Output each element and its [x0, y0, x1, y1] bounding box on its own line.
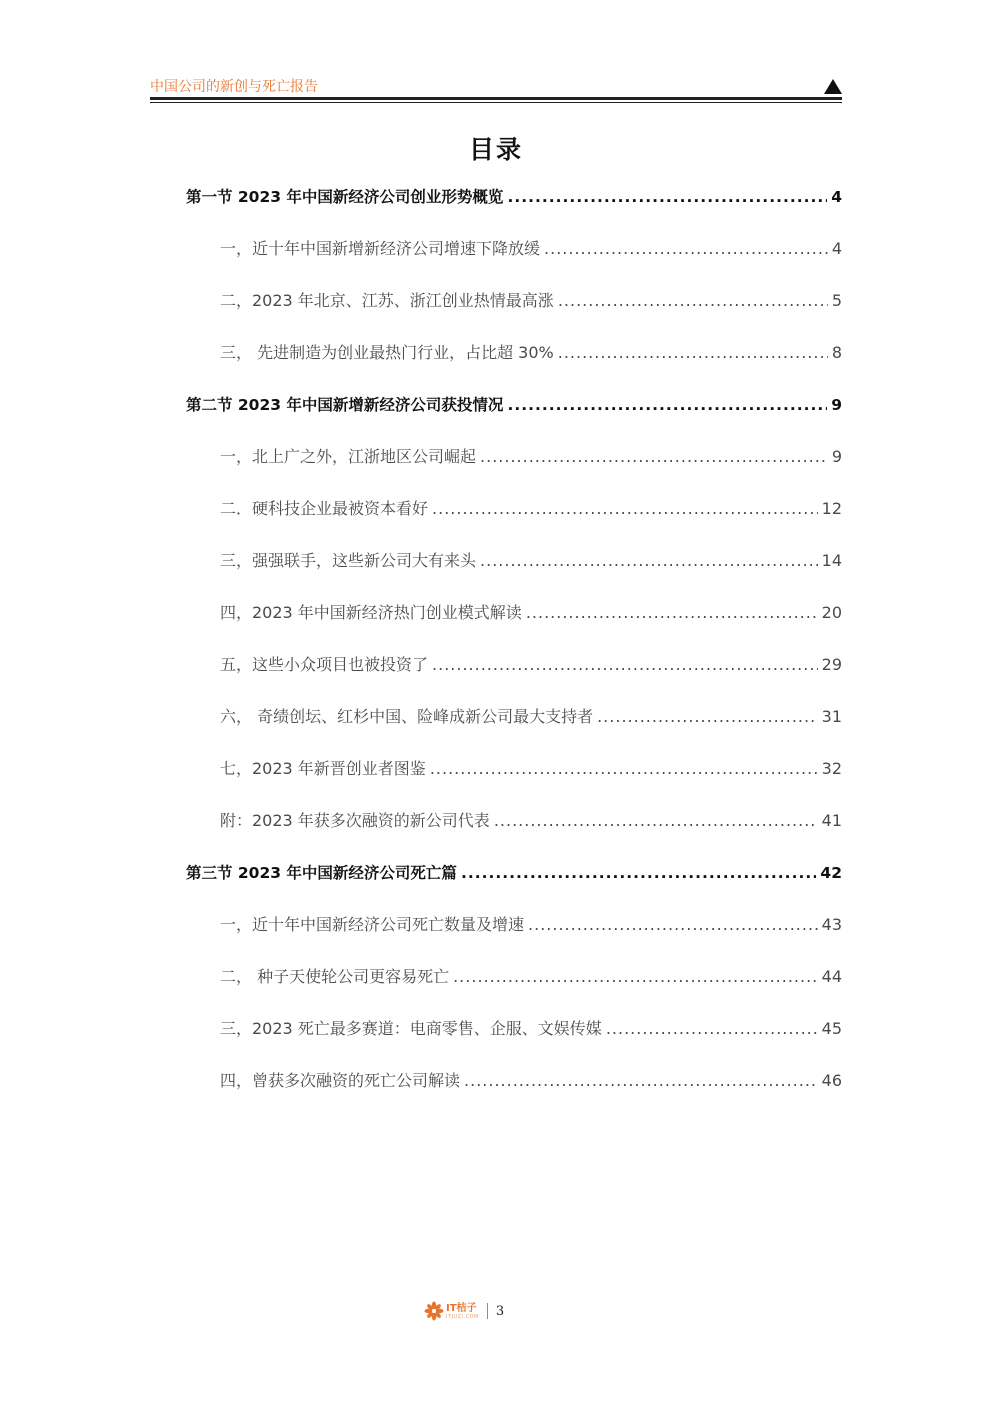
toc-entry-page: 29: [821, 655, 842, 674]
toc-item-entry[interactable]: [220, 1014, 842, 1044]
header-rule-thick: [150, 97, 842, 100]
toc-entry-page: 46: [821, 1071, 842, 1090]
toc-item-entry[interactable]: [220, 1066, 842, 1096]
toc-section-entry[interactable]: [186, 858, 842, 888]
toc-entry-label: 二， 种子天使轮公司更容易死亡: [220, 967, 450, 986]
toc-entry-label: 二，2023 年北京、江苏、浙江创业热情最高涨: [220, 291, 554, 310]
toc-entry-page: 4: [831, 239, 842, 258]
toc-entry-label: 六， 奇绩创坛、红杉中国、险峰成新公司最大支持者: [220, 707, 594, 726]
footer: [424, 1300, 504, 1322]
toc-item-entry[interactable]: [220, 650, 842, 680]
toc-leader-dots: [494, 806, 818, 836]
header-title: 中国公司的新创与死亡报告: [150, 79, 318, 95]
toc-entry-label: 三，2023 死亡最多赛道：电商零售、企服、文娱传媒: [220, 1019, 602, 1038]
toc-entry-label: 附：2023 年获多次融资的新公司代表: [220, 811, 490, 830]
toc-entry-page: 9: [831, 396, 842, 414]
toc-entry-page: 12: [821, 499, 842, 518]
toc-entry-page: 45: [821, 1019, 842, 1038]
toc-leader-dots: [432, 494, 818, 524]
toc-entry-page: 43: [821, 915, 842, 934]
toc-item-entry[interactable]: [220, 598, 842, 628]
toc-item-entry[interactable]: [220, 338, 842, 368]
toc-item-entry[interactable]: [220, 962, 842, 992]
toc-leader-dots: [526, 598, 818, 628]
toc-item-entry[interactable]: [220, 910, 842, 940]
toc-entry-label: 一，北上广之外，江浙地区公司崛起: [220, 447, 477, 466]
logo-subtitle: ITJUZI.COM: [446, 1313, 479, 1320]
toc-entry-label: 第三节 2023 年中国新经济公司死亡篇: [186, 864, 457, 882]
toc-entry-page: 42: [820, 864, 842, 882]
toc-leader-dots: [507, 390, 827, 420]
toc-entry-page: 31: [821, 707, 842, 726]
toc-leader-dots: [558, 286, 828, 316]
toc-entry-label: 七，2023 年新晋创业者图鉴: [220, 759, 426, 778]
toc-entry-label: 三， 先进制造为创业最热门行业，占比超 30%: [220, 343, 554, 362]
toc-item-entry[interactable]: [220, 806, 842, 836]
toc-entry-page: 32: [821, 759, 842, 778]
toc-leader-dots: [507, 182, 827, 212]
toc-item-entry[interactable]: [220, 286, 842, 316]
toc-entry-page: 14: [821, 551, 842, 570]
logo-name: IT桔子: [446, 1302, 477, 1314]
toc-item-entry[interactable]: [220, 442, 842, 472]
toc-entry-page: 9: [831, 447, 842, 466]
toc-leader-dots: [606, 1014, 818, 1044]
toc-entry-label: 一，近十年中国新经济公司死亡数量及增速: [220, 915, 525, 934]
toc-item-entry[interactable]: [220, 702, 842, 732]
toc-leader-dots: [480, 442, 828, 472]
toc-entry-page: 8: [831, 343, 842, 362]
toc-leader-dots: [558, 338, 828, 368]
toc-entry-page: 41: [821, 811, 842, 830]
toc-leader-dots: [453, 962, 818, 992]
toc-leader-dots: [480, 546, 818, 576]
toc-entry-label: 三，强强联手，这些新公司大有来头: [220, 551, 477, 570]
toc-entry-label: 二．硬科技企业最被资本看好: [220, 499, 429, 518]
header-rule-thin: [150, 102, 842, 103]
toc-leader-dots: [528, 910, 818, 940]
toc-leader-dots: [430, 754, 818, 784]
itjuzi-logo-icon: [424, 1301, 444, 1321]
toc-leader-dots: [464, 1066, 818, 1096]
logo-text: [446, 1303, 479, 1320]
toc-title: 目录: [468, 135, 523, 164]
triangle-marker-icon: [824, 79, 842, 94]
toc-entry-page: 44: [821, 967, 842, 986]
toc-item-entry[interactable]: [220, 546, 842, 576]
toc-leader-dots: [461, 858, 816, 888]
toc-entry-label: 四，2023 年中国新经济热门创业模式解读: [220, 603, 522, 622]
page-number: 3: [495, 1303, 505, 1319]
toc-section-entry[interactable]: [186, 182, 842, 212]
toc-entry-label: 五，这些小众项目也被投资了: [220, 655, 429, 674]
toc-item-entry[interactable]: [220, 234, 842, 264]
toc-leader-dots: [432, 650, 818, 680]
toc-leader-dots: [544, 234, 828, 264]
toc-item-entry[interactable]: [220, 754, 842, 784]
toc-entry-label: 一，近十年中国新增新经济公司增速下降放缓: [220, 239, 541, 258]
toc-entry-page: 20: [821, 603, 842, 622]
toc-leader-dots: [597, 702, 818, 732]
toc-entry-page: 5: [831, 291, 842, 310]
toc-entry-label: 第一节 2023 年中国新经济公司创业形势概览: [186, 188, 504, 206]
toc-entry-label: 四，曾获多次融资的死亡公司解读: [220, 1071, 461, 1090]
toc-entry-page: 4: [831, 188, 842, 206]
toc-item-entry[interactable]: [220, 494, 842, 524]
footer-divider: [487, 1303, 488, 1319]
toc-section-entry[interactable]: [186, 390, 842, 420]
toc-entry-label: 第二节 2023 年中国新增新经济公司获投情况: [186, 396, 504, 414]
